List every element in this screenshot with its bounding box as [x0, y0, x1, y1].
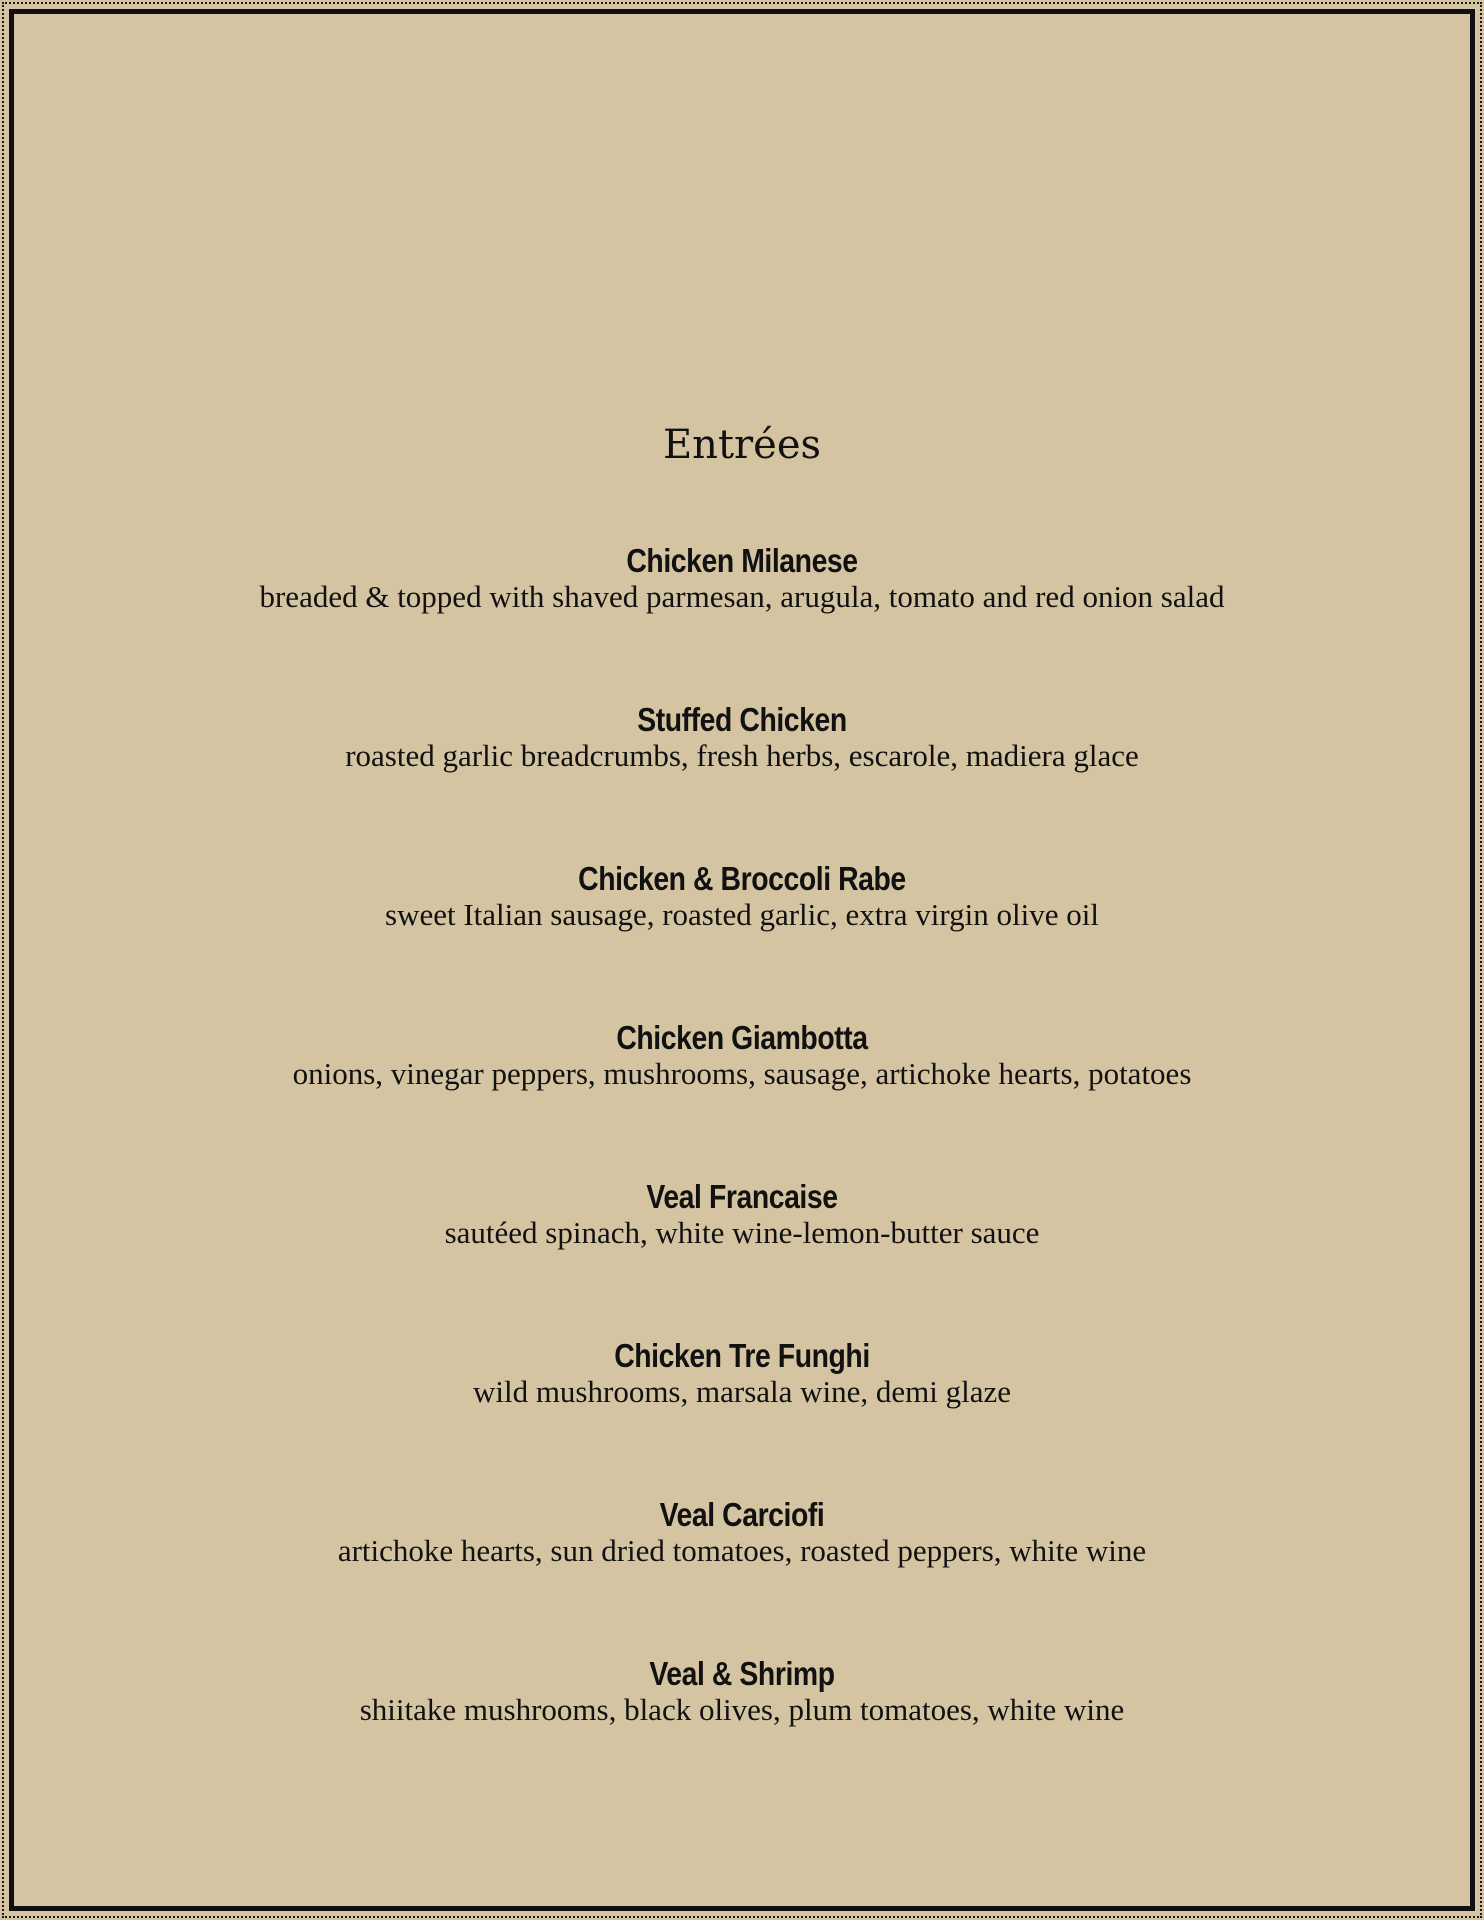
menu-item-description: onions, vinegar peppers, mushrooms, sausage, artichoke hearts, potatoes: [292, 1056, 1192, 1091]
menu-item-name: Chicken & Broccoli Rabe: [578, 860, 906, 897]
menu-item-name: Chicken Giambotta: [616, 1019, 868, 1056]
menu-item-description: sautéed spinach, white wine-lemon-butter sauce: [444, 1215, 1040, 1250]
menu-item: [0, 543, 1484, 702]
menu-item-name: Chicken Tre Funghi: [614, 1337, 870, 1374]
menu-item: [0, 861, 1484, 1020]
menu-item-name: Stuffed Chicken: [637, 701, 847, 738]
section-title: Entrées: [662, 422, 822, 468]
menu-item: [0, 1656, 1484, 1815]
menu-item-description: roasted garlic breadcrumbs, fresh herbs, escarole, madiera glace: [345, 738, 1139, 773]
menu-item-name: Veal Carciofi: [659, 1496, 825, 1533]
menu-item-name: Chicken Milanese: [626, 542, 858, 579]
menu-item: [0, 702, 1484, 861]
menu-item-name: Veal & Shrimp: [649, 1655, 835, 1692]
menu-item-name: Veal Francaise: [646, 1178, 838, 1215]
menu-item-description: breaded & topped with shaved parmesan, arugula, tomato and red onion salad: [259, 579, 1225, 614]
menu-item-description: sweet Italian sausage, roasted garlic, extra virgin olive oil: [385, 897, 1099, 932]
menu-item: [0, 1179, 1484, 1338]
menu-item: [0, 1020, 1484, 1179]
menu-item-description: artichoke hearts, sun dried tomatoes, roasted peppers, white wine: [337, 1533, 1147, 1568]
menu-item: [0, 1338, 1484, 1497]
menu-item: [0, 1497, 1484, 1656]
menu-item-description: shiitake mushrooms, black olives, plum tomatoes, white wine: [359, 1692, 1125, 1727]
menu-content: [0, 412, 1484, 1815]
menu-item-description: wild mushrooms, marsala wine, demi glaze: [472, 1374, 1012, 1409]
